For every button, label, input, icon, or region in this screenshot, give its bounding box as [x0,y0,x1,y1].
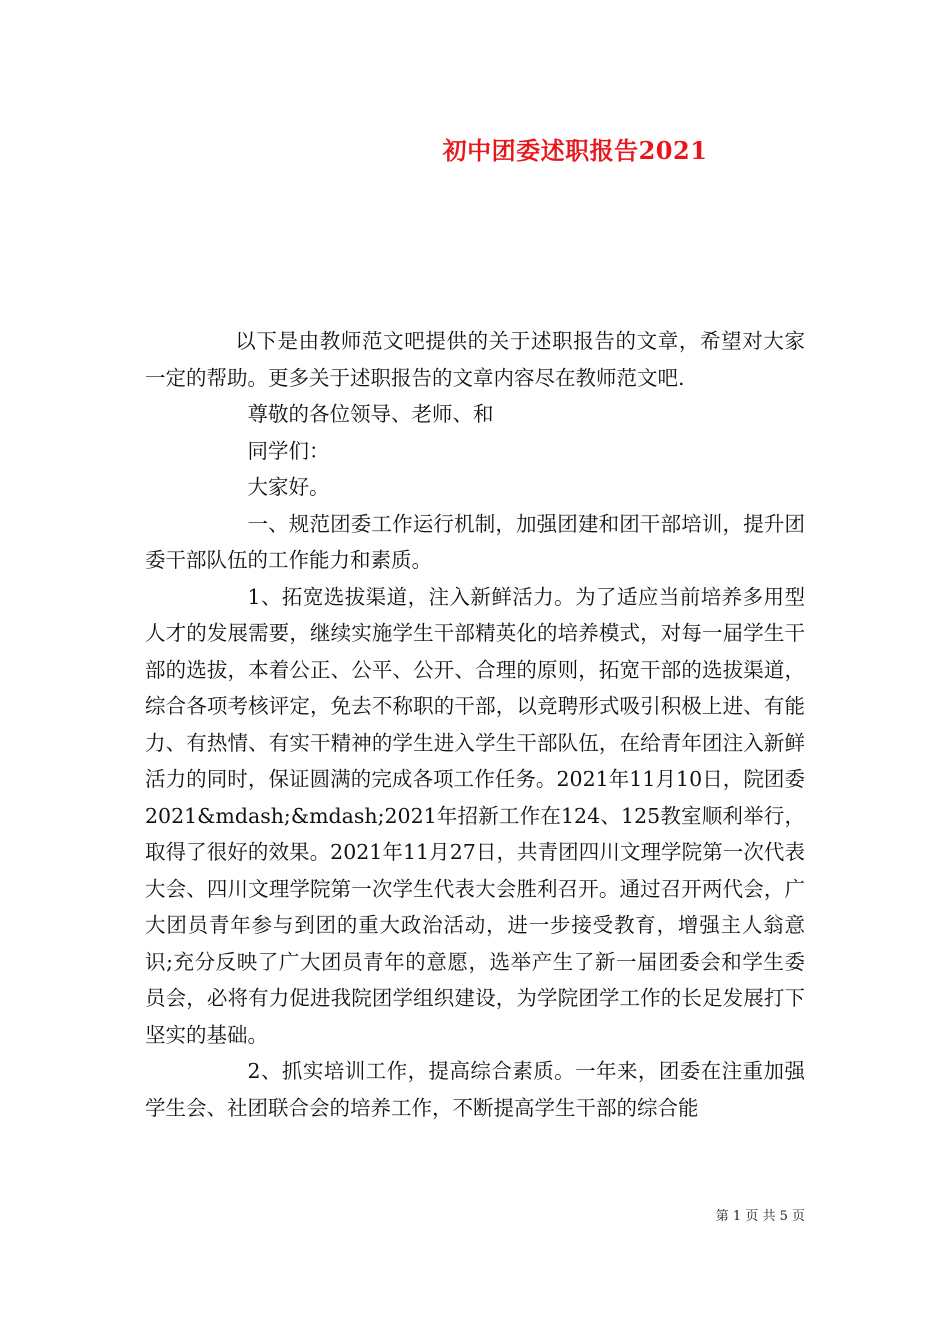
document-title: 初中团委述职报告2021 [442,136,708,165]
body-paragraph-1: 1、拓宽选拔渠道，注入新鲜活力。为了适应当前培养多用型人才的发展需要，继续实施学生干部精英化的培养模式，对每一届学生干部的选拔，本着公正、公平、公开、合理的原则，拓宽干部的选拔渠道，综合各项考核评定，免去不称职的干部，以竞聘形式吸引积极上进、有能力、有热情、有实干精神的学生进入学生干部队伍，在给青年团注入新鲜活力的同时，保证圆满的完成各项工作任务。2021年11月10日，院团委2021&mdash;&mdash;2021年招新工作在124、125教室顺利举行，取得了很好的效果。2021年11月27日，共青团四川文理学院第一次代表大会、四川文理学院第一次学生代表大会胜利召开。通过召开两代会，广大团员青年参与到团的重大政治活动，进一步接受教育，增强主人翁意识;充分反映了广大团员青年的意愿，选举产生了新一届团委会和学生委员会，必将有力促进我院团学组织建设，为学院团学工作的长足发展打下坚实的基础。 [145,584,805,1047]
salutation-line: 尊敬的各位领导、老师、和 [247,402,494,426]
document-body [145,323,805,1126]
section-heading-1: 一、规范团委工作运行机制，加强团建和团干部培训，提升团委干部队伍的工作能力和素质。 [145,511,805,572]
intro-paragraph: 以下是由教师范文吧提供的关于述职报告的文章，希望对大家一定的帮助。更多关于述职报告的文章内容尽在教师范文吧. [145,329,805,390]
body-paragraph-2: 2、抓实培训工作，提高综合素质。一年来，团委在注重加强学生会、社团联合会的培养工作，不断提高学生干部的综合能 [145,1059,805,1120]
salutation-line-2: 同学们： [247,438,330,463]
greeting-line: 大家好。 [247,475,330,499]
page-indicator: 第 1 页 共 5 页 [715,1209,805,1224]
